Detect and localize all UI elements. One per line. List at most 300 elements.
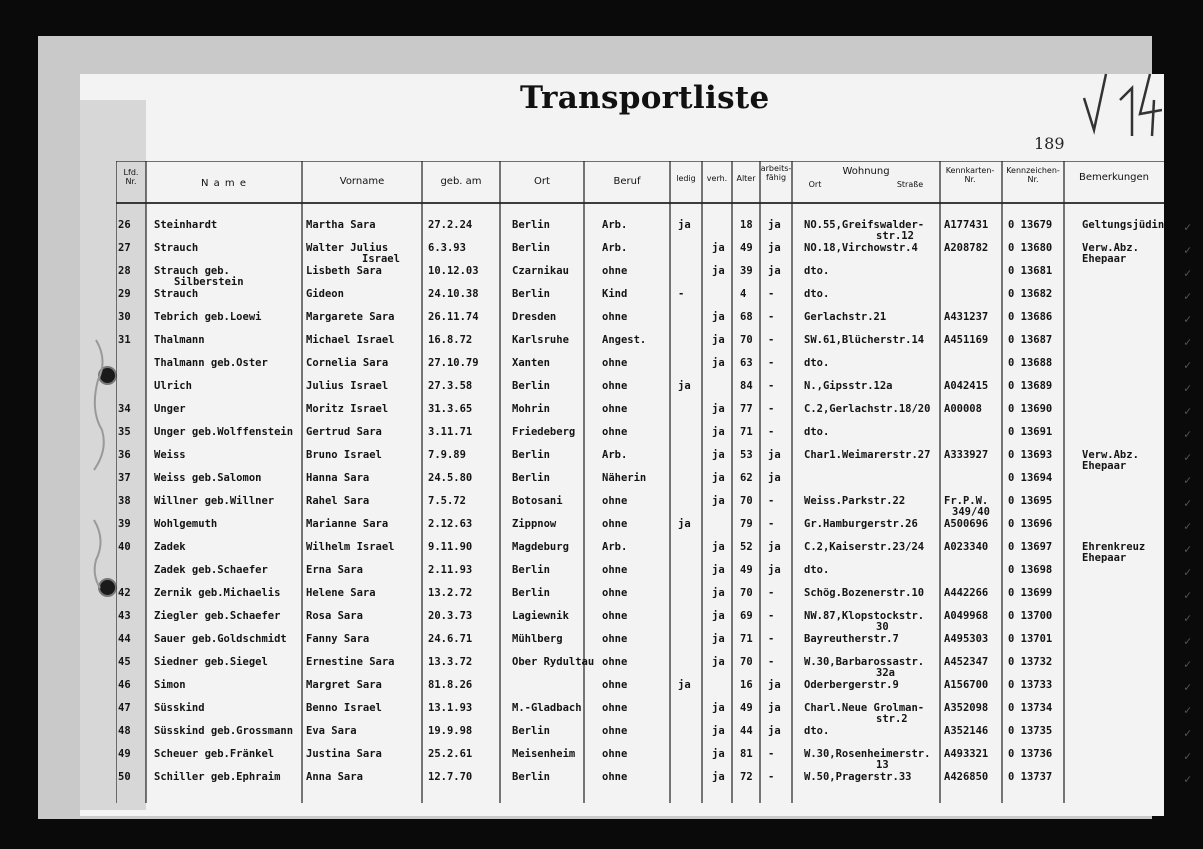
remark-cont: Ehepaar	[1082, 552, 1127, 564]
identifier-number: 0 13736	[1008, 748, 1053, 760]
row-number: 26	[118, 219, 131, 231]
fit-for-work: ja	[768, 472, 781, 484]
birth-date: 9.11.90	[428, 541, 473, 553]
check-mark-icon: ✓	[1184, 634, 1192, 648]
first-name: Wilhelm Israel	[306, 541, 395, 553]
row-number: 31	[118, 334, 131, 346]
birth-date: 6.3.93	[428, 242, 466, 254]
birth-date: 27.2.24	[428, 219, 473, 231]
person-name: Willner geb.Willner	[154, 495, 275, 507]
row-number: 27	[118, 242, 131, 254]
remark: Verw.Abz.	[1082, 449, 1139, 461]
birth-place: Mohrin	[512, 403, 550, 415]
address: W.30,Rosenheimerstr.	[804, 748, 931, 760]
age: 70	[740, 656, 753, 668]
occupation: Kind	[602, 288, 628, 300]
age: 70	[740, 334, 753, 346]
age: 18	[740, 219, 753, 231]
row-number: 44	[118, 633, 131, 645]
person-name: Schiller geb.Ephraim	[154, 771, 281, 783]
id-card-number: A156700	[944, 679, 989, 691]
birth-date: 3.11.71	[428, 426, 473, 438]
row-number: 47	[118, 702, 131, 714]
table-row	[116, 377, 1192, 400]
birth-place: Berlin	[512, 219, 550, 231]
single-mark: ja	[678, 380, 691, 392]
id-card-number: A352146	[944, 725, 989, 737]
birth-date: 24.6.71	[428, 633, 473, 645]
occupation: Näherin	[602, 472, 647, 484]
first-name: Marianne Sara	[306, 518, 389, 530]
fit-for-work: ja	[768, 702, 781, 714]
occupation: ohne	[602, 564, 628, 576]
fit-for-work: ja	[768, 725, 781, 737]
fit-for-work: -	[768, 357, 775, 369]
birth-place: Dresden	[512, 311, 557, 323]
row-number: 34	[118, 403, 131, 415]
age: 63	[740, 357, 753, 369]
occupation: ohne	[602, 656, 628, 668]
table-row	[116, 653, 1192, 679]
check-mark-icon: ✓	[1184, 381, 1192, 395]
occupation: ohne	[602, 518, 628, 530]
id-card-number: A049968	[944, 610, 989, 622]
first-name: Justina Sara	[306, 748, 382, 760]
first-name: Margret Sara	[306, 679, 382, 691]
address-cont: str.2	[876, 713, 908, 725]
id-card-number: A00008	[944, 403, 982, 415]
fit-for-work: ja	[768, 449, 781, 461]
first-name: Hanna Sara	[306, 472, 370, 484]
row-number: 30	[118, 311, 131, 323]
identifier-number: 0 13698	[1008, 564, 1053, 576]
married-mark: ja	[712, 610, 725, 622]
occupation: ohne	[602, 357, 628, 369]
first-name: Fanny Sara	[306, 633, 370, 645]
age: 71	[740, 426, 753, 438]
occupation: ohne	[602, 380, 628, 392]
table-row	[116, 607, 1192, 633]
birth-date: 2.12.63	[428, 518, 473, 530]
remark: Verw.Abz.	[1082, 242, 1139, 254]
single-mark: ja	[678, 679, 691, 691]
col-header-lfd-nr: Lfd. Nr.	[123, 168, 139, 187]
birth-date: 2.11.93	[428, 564, 473, 576]
address: Oderbergerstr.9	[804, 679, 899, 691]
person-name: Unger	[154, 403, 186, 415]
birth-place: Berlin	[512, 472, 550, 484]
first-name: Michael Israel	[306, 334, 395, 346]
address: dto.	[804, 725, 830, 737]
married-mark: ja	[712, 656, 725, 668]
married-mark: ja	[712, 403, 725, 415]
col-header-wohnung: Wohnung	[842, 166, 890, 177]
address-cont: 30	[876, 621, 889, 633]
married-mark: ja	[712, 702, 725, 714]
check-mark-icon: ✓	[1184, 243, 1192, 257]
identifier-number: 0 13682	[1008, 288, 1053, 300]
first-name: Ernestine Sara	[306, 656, 395, 668]
address: C.2,Kaiserstr.23/24	[804, 541, 925, 553]
check-mark-icon: ✓	[1184, 726, 1192, 740]
id-card-number: A023340	[944, 541, 989, 553]
identifier-number: 0 13734	[1008, 702, 1053, 714]
age: 72	[740, 771, 753, 783]
person-name: Weiss	[154, 449, 186, 461]
table-row	[116, 216, 1192, 242]
document-title: Transportliste	[520, 80, 770, 116]
address: dto.	[804, 426, 830, 438]
person-name: Zernik geb.Michaelis	[154, 587, 281, 599]
occupation: ohne	[602, 495, 628, 507]
married-mark: ja	[712, 725, 725, 737]
address: N.,Gipsstr.12a	[804, 380, 893, 392]
col-header-wohnung-ort: Ort	[808, 180, 822, 189]
identifier-number: 0 13687	[1008, 334, 1053, 346]
age: 49	[740, 564, 753, 576]
remark: Geltungsjüdin	[1082, 219, 1165, 231]
birth-date: 12.7.70	[428, 771, 473, 783]
married-mark: ja	[712, 357, 725, 369]
table-row	[116, 239, 1192, 265]
table-row	[116, 699, 1192, 725]
married-mark: ja	[712, 265, 725, 277]
single-mark: -	[678, 288, 685, 300]
row-number: 36	[118, 449, 131, 461]
first-name: Cornelia Sara	[306, 357, 389, 369]
check-mark-icon: ✓	[1184, 772, 1192, 786]
birth-place: Karlsruhe	[512, 334, 569, 346]
birth-date: 13.3.72	[428, 656, 473, 668]
identifier-number: 0 13737	[1008, 771, 1053, 783]
check-mark-icon: ✓	[1184, 749, 1192, 763]
occupation: ohne	[602, 265, 628, 277]
identifier-number: 0 13689	[1008, 380, 1053, 392]
id-card-number: Fr.P.W.	[944, 495, 989, 507]
address: dto.	[804, 357, 830, 369]
first-name: Rosa Sara	[306, 610, 363, 622]
table-row	[116, 676, 1192, 699]
age: 62	[740, 472, 753, 484]
occupation: ohne	[602, 610, 628, 622]
fit-for-work: -	[768, 518, 775, 530]
identifier-number: 0 13735	[1008, 725, 1053, 737]
fit-for-work: ja	[768, 265, 781, 277]
row-number: 42	[118, 587, 131, 599]
id-card-number: A042415	[944, 380, 989, 392]
married-mark: ja	[712, 587, 725, 599]
married-mark: ja	[712, 564, 725, 576]
first-name: Eva Sara	[306, 725, 357, 737]
address: NW.87,Klopstockstr.	[804, 610, 925, 622]
age: 49	[740, 702, 753, 714]
check-mark-icon: ✓	[1184, 496, 1192, 510]
birth-place: Berlin	[512, 725, 550, 737]
birth-date: 7.5.72	[428, 495, 466, 507]
table-row	[116, 584, 1192, 607]
first-name: Bruno Israel	[306, 449, 382, 461]
remark: Ehrenkreuz	[1082, 541, 1146, 553]
fit-for-work: ja	[768, 242, 781, 254]
address: dto.	[804, 564, 830, 576]
occupation: ohne	[602, 725, 628, 737]
married-mark: ja	[712, 771, 725, 783]
age: 70	[740, 495, 753, 507]
person-name: Strauch geb.	[154, 265, 230, 277]
id-card-number: A493321	[944, 748, 989, 760]
birth-place: Xanten	[512, 357, 550, 369]
col-header-name: N a m e	[200, 178, 248, 189]
birth-place: Meisenheim	[512, 748, 576, 760]
id-card-number: A500696	[944, 518, 989, 530]
married-mark: ja	[712, 472, 725, 484]
occupation: Arb.	[602, 449, 628, 461]
identifier-number: 0 13695	[1008, 495, 1053, 507]
first-name: Rahel Sara	[306, 495, 370, 507]
table-row	[116, 354, 1192, 377]
first-name: Erna Sara	[306, 564, 363, 576]
fit-for-work: ja	[768, 219, 781, 231]
birth-date: 25.2.61	[428, 748, 473, 760]
fit-for-work: -	[768, 610, 775, 622]
table-row	[116, 492, 1192, 518]
married-mark: ja	[712, 449, 725, 461]
row-number: 43	[118, 610, 131, 622]
table-row	[116, 308, 1192, 331]
address: W.50,Pragerstr.33	[804, 771, 912, 783]
person-name: Wohlgemuth	[154, 518, 218, 530]
person-name: Thalmann geb.Oster	[154, 357, 268, 369]
check-mark-icon: ✓	[1184, 312, 1192, 326]
first-name: Anna Sara	[306, 771, 363, 783]
col-header-wohnung-strasse: Straße	[896, 180, 924, 189]
fit-for-work: ja	[768, 679, 781, 691]
birth-date: 13.2.72	[428, 587, 473, 599]
person-name: Steinhardt	[154, 219, 218, 231]
first-name-cont: Israel	[362, 253, 400, 265]
married-mark: ja	[712, 242, 725, 254]
fit-for-work: -	[768, 403, 775, 415]
birth-place: Berlin	[512, 587, 550, 599]
row-number: 45	[118, 656, 131, 668]
check-mark-icon: ✓	[1184, 542, 1192, 556]
col-header-ort: Ort	[534, 176, 550, 187]
table-row	[116, 423, 1192, 446]
fit-for-work: -	[768, 334, 775, 346]
check-mark-icon: ✓	[1184, 611, 1192, 625]
age: 71	[740, 633, 753, 645]
birth-date: 13.1.93	[428, 702, 473, 714]
identifier-number: 0 13700	[1008, 610, 1053, 622]
first-name: Margarete Sara	[306, 311, 395, 323]
occupation: ohne	[602, 403, 628, 415]
birth-place: Berlin	[512, 380, 550, 392]
fit-for-work: ja	[768, 541, 781, 553]
check-mark-icon: ✓	[1184, 565, 1192, 579]
person-name: Unger geb.Wolffenstein	[154, 426, 294, 438]
table-row	[116, 262, 1192, 288]
age: 4	[740, 288, 747, 300]
fit-for-work: -	[768, 380, 775, 392]
col-header-kennzeichen: Kennzeichen-Nr.	[1006, 166, 1060, 185]
age: 68	[740, 311, 753, 323]
person-name-cont: Silberstein	[174, 276, 244, 288]
identifier-number: 0 13693	[1008, 449, 1053, 461]
occupation: Arb.	[602, 219, 628, 231]
table-row	[116, 515, 1192, 538]
address: Charl.Neue Grolman-	[804, 702, 925, 714]
check-mark-icon: ✓	[1184, 404, 1192, 418]
check-mark-icon: ✓	[1184, 703, 1192, 717]
birth-date: 24.10.38	[428, 288, 479, 300]
table-row	[116, 630, 1192, 653]
person-name: Siedner geb.Siegel	[154, 656, 268, 668]
address: NO.18,Virchowstr.4	[804, 242, 918, 254]
birth-date: 26.11.74	[428, 311, 479, 323]
table-row	[116, 722, 1192, 745]
identifier-number: 0 13701	[1008, 633, 1053, 645]
birth-place: Friedeberg	[512, 426, 576, 438]
identifier-number: 0 13681	[1008, 265, 1053, 277]
table-row	[116, 469, 1192, 492]
col-header-beruf: Beruf	[613, 176, 641, 187]
fit-for-work: -	[768, 495, 775, 507]
birth-place: Berlin	[512, 771, 550, 783]
age: 39	[740, 265, 753, 277]
row-number: 49	[118, 748, 131, 760]
table-row	[116, 400, 1192, 423]
first-name: Walter Julius	[306, 242, 389, 254]
married-mark: ja	[712, 748, 725, 760]
birth-place: Berlin	[512, 288, 550, 300]
id-card-number: A208782	[944, 242, 989, 254]
age: 49	[740, 242, 753, 254]
occupation: ohne	[602, 311, 628, 323]
fit-for-work: -	[768, 311, 775, 323]
address: Bayreutherstr.7	[804, 633, 899, 645]
row-number: 48	[118, 725, 131, 737]
fit-for-work: -	[768, 426, 775, 438]
first-name: Martha Sara	[306, 219, 376, 231]
table-row	[116, 331, 1192, 354]
person-name: Strauch	[154, 288, 199, 300]
col-header-bemerkungen: Bemerkungen	[1078, 172, 1149, 183]
identifier-number: 0 13690	[1008, 403, 1053, 415]
check-mark-icon: ✓	[1184, 680, 1192, 694]
married-mark: ja	[712, 426, 725, 438]
single-mark: ja	[678, 518, 691, 530]
identifier-number: 0 13697	[1008, 541, 1053, 553]
row-number: 37	[118, 472, 131, 484]
birth-place: Mühlberg	[512, 633, 563, 645]
occupation: Arb.	[602, 541, 628, 553]
person-name: Süsskind geb.Grossmann	[154, 725, 294, 737]
address: NO.55,Greifswalder-	[804, 219, 925, 231]
age: 84	[740, 380, 753, 392]
check-mark-icon: ✓	[1184, 427, 1192, 441]
id-card-number: A431237	[944, 311, 989, 323]
fit-for-work: -	[768, 748, 775, 760]
identifier-number: 0 13699	[1008, 587, 1053, 599]
fit-for-work: ja	[768, 564, 781, 576]
married-mark: ja	[712, 311, 725, 323]
check-mark-icon: ✓	[1184, 473, 1192, 487]
address-cont: 13	[876, 759, 889, 771]
id-card-number: A177431	[944, 219, 989, 231]
birth-place: Berlin	[512, 242, 550, 254]
person-name: Ziegler geb.Schaefer	[154, 610, 281, 622]
first-name: Gideon	[306, 288, 344, 300]
row-number: 29	[118, 288, 131, 300]
first-name: Moritz Israel	[306, 403, 389, 415]
fit-for-work: -	[768, 288, 775, 300]
row-number: 40	[118, 541, 131, 553]
identifier-number: 0 13732	[1008, 656, 1053, 668]
birth-place: Ober Rydultau	[512, 656, 595, 668]
married-mark: ja	[712, 334, 725, 346]
fit-for-work: -	[768, 656, 775, 668]
check-mark-icon: ✓	[1184, 519, 1192, 533]
col-header-arbeitsfaehig: arbeits-fähig	[760, 164, 792, 183]
check-mark-icon: ✓	[1184, 657, 1192, 671]
row-number: 50	[118, 771, 131, 783]
address: Schög.Bozenerstr.10	[804, 587, 925, 599]
occupation: ohne	[602, 426, 628, 438]
birth-date: 27.10.79	[428, 357, 479, 369]
row-number: 39	[118, 518, 131, 530]
birth-date: 16.8.72	[428, 334, 473, 346]
married-mark: ja	[712, 495, 725, 507]
birth-date: 19.9.98	[428, 725, 473, 737]
table-row	[116, 561, 1192, 584]
age: 16	[740, 679, 753, 691]
identifier-number: 0 13696	[1008, 518, 1053, 530]
age: 69	[740, 610, 753, 622]
birth-date: 7.9.89	[428, 449, 466, 461]
col-header-geb-am: geb. am	[440, 176, 482, 187]
address: Gerlachstr.21	[804, 311, 887, 323]
id-card-number: A333927	[944, 449, 989, 461]
address: Gr.Hamburgerstr.26	[804, 518, 918, 530]
col-header-vorname: Vorname	[339, 176, 385, 187]
person-name: Ulrich	[154, 380, 192, 392]
fit-for-work: -	[768, 771, 775, 783]
address-cont: 32a	[876, 667, 895, 679]
birth-place: Berlin	[512, 564, 550, 576]
handwritten-check-mark	[1080, 70, 1162, 140]
birth-date: 24.5.80	[428, 472, 473, 484]
address: W.30,Barbarossastr.	[804, 656, 925, 668]
row-number: 46	[118, 679, 131, 691]
address: Char1.Weimarerstr.27	[804, 449, 931, 461]
col-header-alter: Alter	[736, 174, 756, 183]
birth-place: M.-Gladbach	[512, 702, 582, 714]
address-cont: str.12	[876, 230, 914, 242]
id-card-number: A352098	[944, 702, 989, 714]
address: SW.61,Blücherstr.14	[804, 334, 925, 346]
identifier-number: 0 13679	[1008, 219, 1053, 231]
check-mark-icon: ✓	[1184, 335, 1192, 349]
table-row	[116, 768, 1192, 791]
col-header-ledig: ledig	[676, 174, 696, 183]
person-name: Strauch	[154, 242, 199, 254]
address: Weiss.Parkstr.22	[804, 495, 906, 507]
person-name: Sauer geb.Goldschmidt	[154, 633, 287, 645]
birth-place: Magdeburg	[512, 541, 569, 553]
single-mark: ja	[678, 219, 691, 231]
occupation: ohne	[602, 748, 628, 760]
birth-place: Berlin	[512, 449, 550, 461]
